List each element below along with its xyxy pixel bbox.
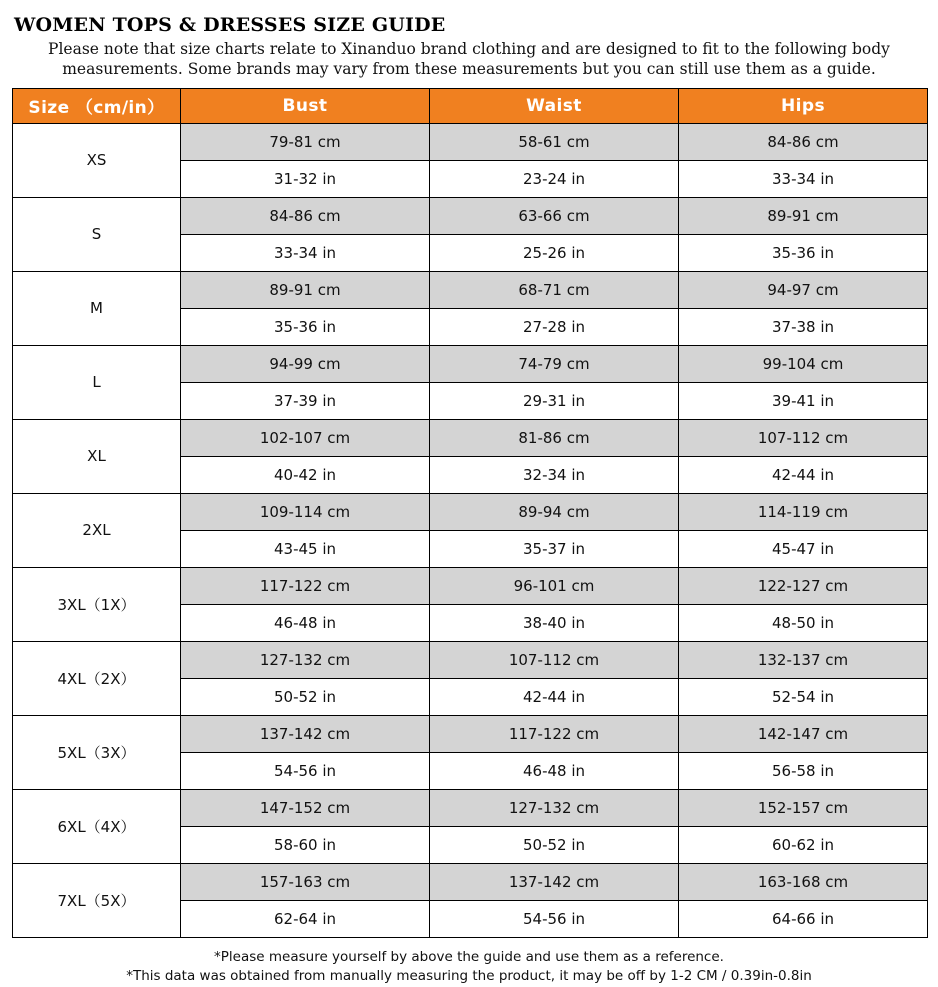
bust-in: 33-34 in [181,234,430,271]
hips-cm: 94-97 cm [679,271,928,308]
size-label: 4XL（2X） [13,641,181,715]
hips-cm: 107-112 cm [679,419,928,456]
size-label: XL [13,419,181,493]
table-row [13,419,928,456]
size-label: XS [13,123,181,197]
page-title: WOMEN TOPS & DRESSES SIZE GUIDE [14,14,446,36]
waist-in: 35-37 in [430,530,679,567]
waist-cm: 89-94 cm [430,493,679,530]
table-row [13,271,928,308]
waist-in: 29-31 in [430,382,679,419]
hips-in: 33-34 in [679,160,928,197]
table-body [13,123,928,937]
size-chart-table [12,88,928,938]
waist-cm: 127-132 cm [430,789,679,826]
size-label: L [13,345,181,419]
hips-cm: 152-157 cm [679,789,928,826]
bust-in: 50-52 in [181,678,430,715]
waist-in: 46-48 in [430,752,679,789]
bust-cm: 94-99 cm [181,345,430,382]
bust-cm: 157-163 cm [181,863,430,900]
waist-cm: 107-112 cm [430,641,679,678]
bust-cm: 84-86 cm [181,197,430,234]
table-row [13,789,928,826]
column-header-hips: Hips [679,88,928,123]
table-row [13,123,928,160]
footnote-measure: *Please measure yourself by above the guide and use them as a reference. [214,948,724,965]
table-row [13,715,928,752]
hips-cm: 163-168 cm [679,863,928,900]
column-header-bust: Bust [181,88,430,123]
bust-cm: 117-122 cm [181,567,430,604]
hips-in: 37-38 in [679,308,928,345]
column-header-waist: Waist [430,88,679,123]
size-label: 7XL（5X） [13,863,181,937]
size-label: M [13,271,181,345]
waist-in: 23-24 in [430,160,679,197]
table-row [13,567,928,604]
bust-in: 37-39 in [181,382,430,419]
waist-cm: 81-86 cm [430,419,679,456]
waist-in: 25-26 in [430,234,679,271]
bust-cm: 89-91 cm [181,271,430,308]
table-header [13,88,928,123]
hips-in: 64-66 in [679,900,928,937]
hips-cm: 114-119 cm [679,493,928,530]
bust-in: 43-45 in [181,530,430,567]
waist-cm: 74-79 cm [430,345,679,382]
bust-in: 58-60 in [181,826,430,863]
bust-cm: 102-107 cm [181,419,430,456]
table-row [13,863,928,900]
intro-note: Please note that size charts relate to Xinanduo brand clothing and are designed to fit to the following body measurements. Some brands may vary from these measurements but you can still use them as a guide. [48,40,890,78]
waist-cm: 137-142 cm [430,863,679,900]
waist-in: 32-34 in [430,456,679,493]
hips-cm: 132-137 cm [679,641,928,678]
bust-cm: 79-81 cm [181,123,430,160]
hips-in: 48-50 in [679,604,928,641]
waist-cm: 63-66 cm [430,197,679,234]
waist-in: 38-40 in [430,604,679,641]
hips-cm: 84-86 cm [679,123,928,160]
hips-in: 60-62 in [679,826,928,863]
waist-cm: 117-122 cm [430,715,679,752]
table-row [13,197,928,234]
waist-in: 42-44 in [430,678,679,715]
waist-in: 27-28 in [430,308,679,345]
header-row [13,88,928,123]
footnotes [12,948,926,987]
waist-in: 50-52 in [430,826,679,863]
bust-cm: 137-142 cm [181,715,430,752]
hips-in: 42-44 in [679,456,928,493]
bust-in: 35-36 in [181,308,430,345]
column-header-size: Size （cm/in） [13,88,181,123]
size-label: 2XL [13,493,181,567]
table-row [13,345,928,382]
size-label: 6XL（4X） [13,789,181,863]
hips-in: 52-54 in [679,678,928,715]
bust-in: 46-48 in [181,604,430,641]
waist-in: 54-56 in [430,900,679,937]
waist-cm: 96-101 cm [430,567,679,604]
bust-cm: 109-114 cm [181,493,430,530]
hips-cm: 89-91 cm [679,197,928,234]
waist-cm: 58-61 cm [430,123,679,160]
table-row [13,493,928,530]
bust-in: 54-56 in [181,752,430,789]
bust-in: 40-42 in [181,456,430,493]
bust-in: 62-64 in [181,900,430,937]
table-row [13,641,928,678]
bust-cm: 127-132 cm [181,641,430,678]
bust-cm: 147-152 cm [181,789,430,826]
size-label: S [13,197,181,271]
waist-cm: 68-71 cm [430,271,679,308]
hips-cm: 99-104 cm [679,345,928,382]
bust-in: 31-32 in [181,160,430,197]
hips-in: 56-58 in [679,752,928,789]
hips-cm: 122-127 cm [679,567,928,604]
footnote-tolerance: *This data was obtained from manually measuring the product, it may be off by 1-2 CM / 0.39in-0.8in [126,968,812,985]
size-label: 3XL（1X） [13,567,181,641]
hips-cm: 142-147 cm [679,715,928,752]
size-label: 5XL（3X） [13,715,181,789]
hips-in: 39-41 in [679,382,928,419]
hips-in: 35-36 in [679,234,928,271]
hips-in: 45-47 in [679,530,928,567]
